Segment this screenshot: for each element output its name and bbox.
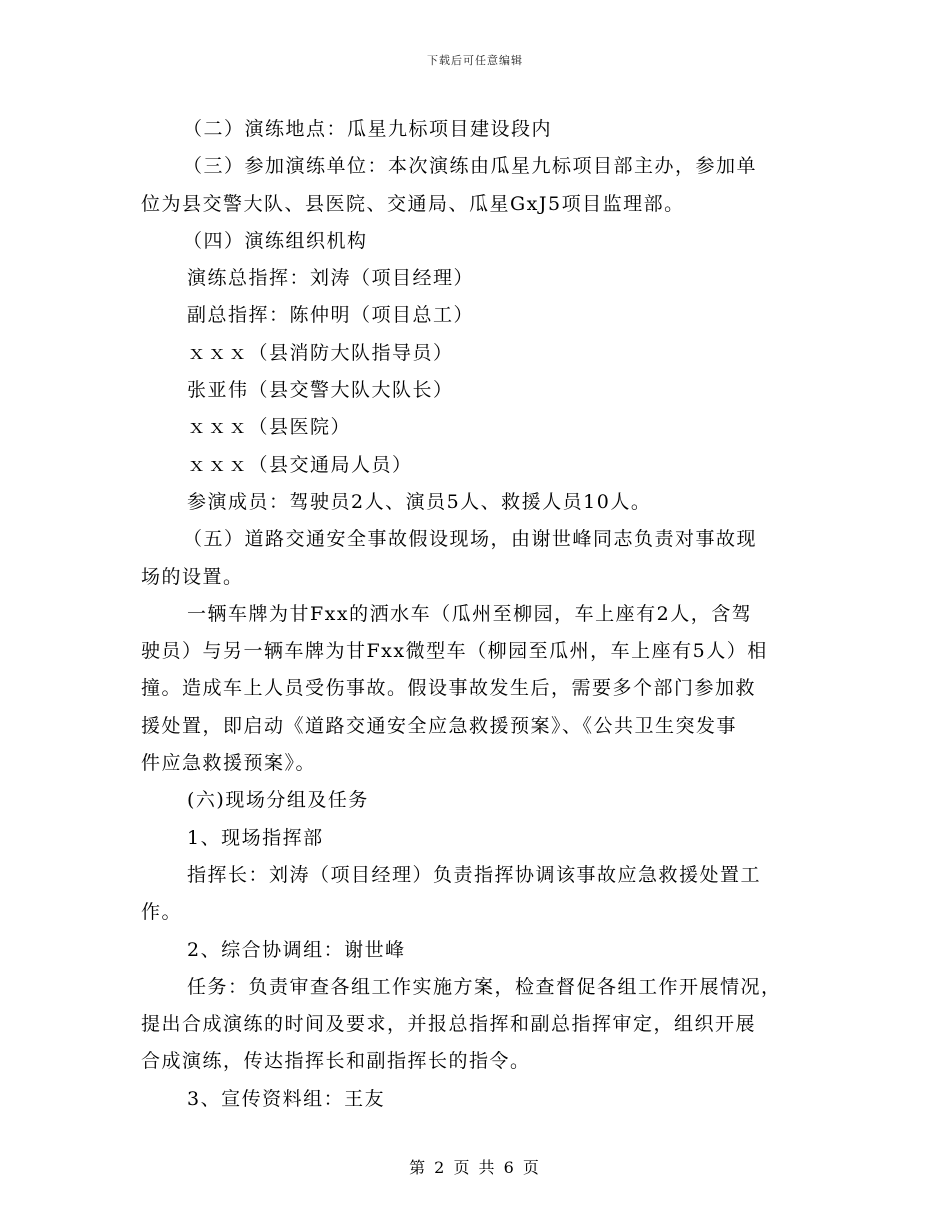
paragraph-line: （四）演练组织机构 xyxy=(183,229,368,252)
document-body xyxy=(141,111,813,1118)
paragraph-line: 参演成员：驾驶员2人、演员5人、救援人员10人。 xyxy=(187,490,652,513)
paragraph-line: 提出合成演练的时间及要求，并报总指挥和副总指挥审定，组织开展 xyxy=(141,1013,757,1036)
paragraph-line: 任务：负责审查各组工作实施方案，检查督促各组工作开展情况， xyxy=(187,975,782,998)
paragraph-line: （二）演练地点：瓜星九标项目建设段内 xyxy=(183,118,553,140)
page-header-note: 下载后可任意编辑 xyxy=(427,54,523,67)
page-number: 第 2 页 共 6 页 xyxy=(409,1158,541,1177)
paragraph-line: （五）道路交通安全事故假设现场，由谢世峰同志负责对事故现 xyxy=(183,528,758,551)
paragraph-line: 张亚伟（县交警大队大队长） xyxy=(187,379,454,402)
paragraph-line: 指挥长：刘涛（项目经理）负责指挥协调该事故应急救援处置工 xyxy=(187,863,762,886)
paragraph-line: 演练总指挥：刘涛（项目经理） xyxy=(187,267,475,290)
paragraph-line: 位为县交警大队、县医院、交通局、瓜星GxJ5项目监理部。 xyxy=(141,192,685,215)
paragraph-line: 援处置，即启动《道路交通安全应急救援预案》、《公共卫生突发事 xyxy=(141,714,738,737)
paragraph-line: 一辆车牌为甘Fxx的洒水车（瓜州至柳园，车上座有2人，含驾 xyxy=(187,602,753,625)
paragraph-line: 合成演练，传达指挥长和副指挥长的指令。 xyxy=(141,1050,531,1073)
paragraph-line: 场的设置。 xyxy=(141,565,244,588)
paragraph-line: (六)现场分组及任务 xyxy=(187,789,369,812)
paragraph-line: 驶员）与另一辆车牌为甘Fxx微型车（柳园至瓜州，车上座有5人）相 xyxy=(141,640,768,663)
paragraph-line: 3、宣传资料组：王友 xyxy=(187,1087,386,1110)
paragraph-line: ｘｘｘ（县医院） xyxy=(187,416,352,439)
paragraph-line: 1、现场指挥部 xyxy=(187,826,324,849)
paragraph-line: 副总指挥：陈仲明（项目总工） xyxy=(187,304,475,327)
paragraph-line: 2、综合协调组：谢世峰 xyxy=(187,938,406,961)
paragraph-line: 件应急救援预案》。 xyxy=(141,752,317,775)
paragraph-line: 撞。造成车上人员受伤事故。假设事故发生后，需要多个部门参加救 xyxy=(141,677,757,700)
paragraph-line: 作。 xyxy=(141,901,183,924)
paragraph-line: ｘｘｘ（县消防大队指导员） xyxy=(187,341,454,364)
paragraph-line: （三）参加演练单位：本次演练由瓜星九标项目部主办，参加单 xyxy=(183,155,758,178)
paragraph-line: ｘｘｘ（县交通局人员） xyxy=(187,453,413,476)
